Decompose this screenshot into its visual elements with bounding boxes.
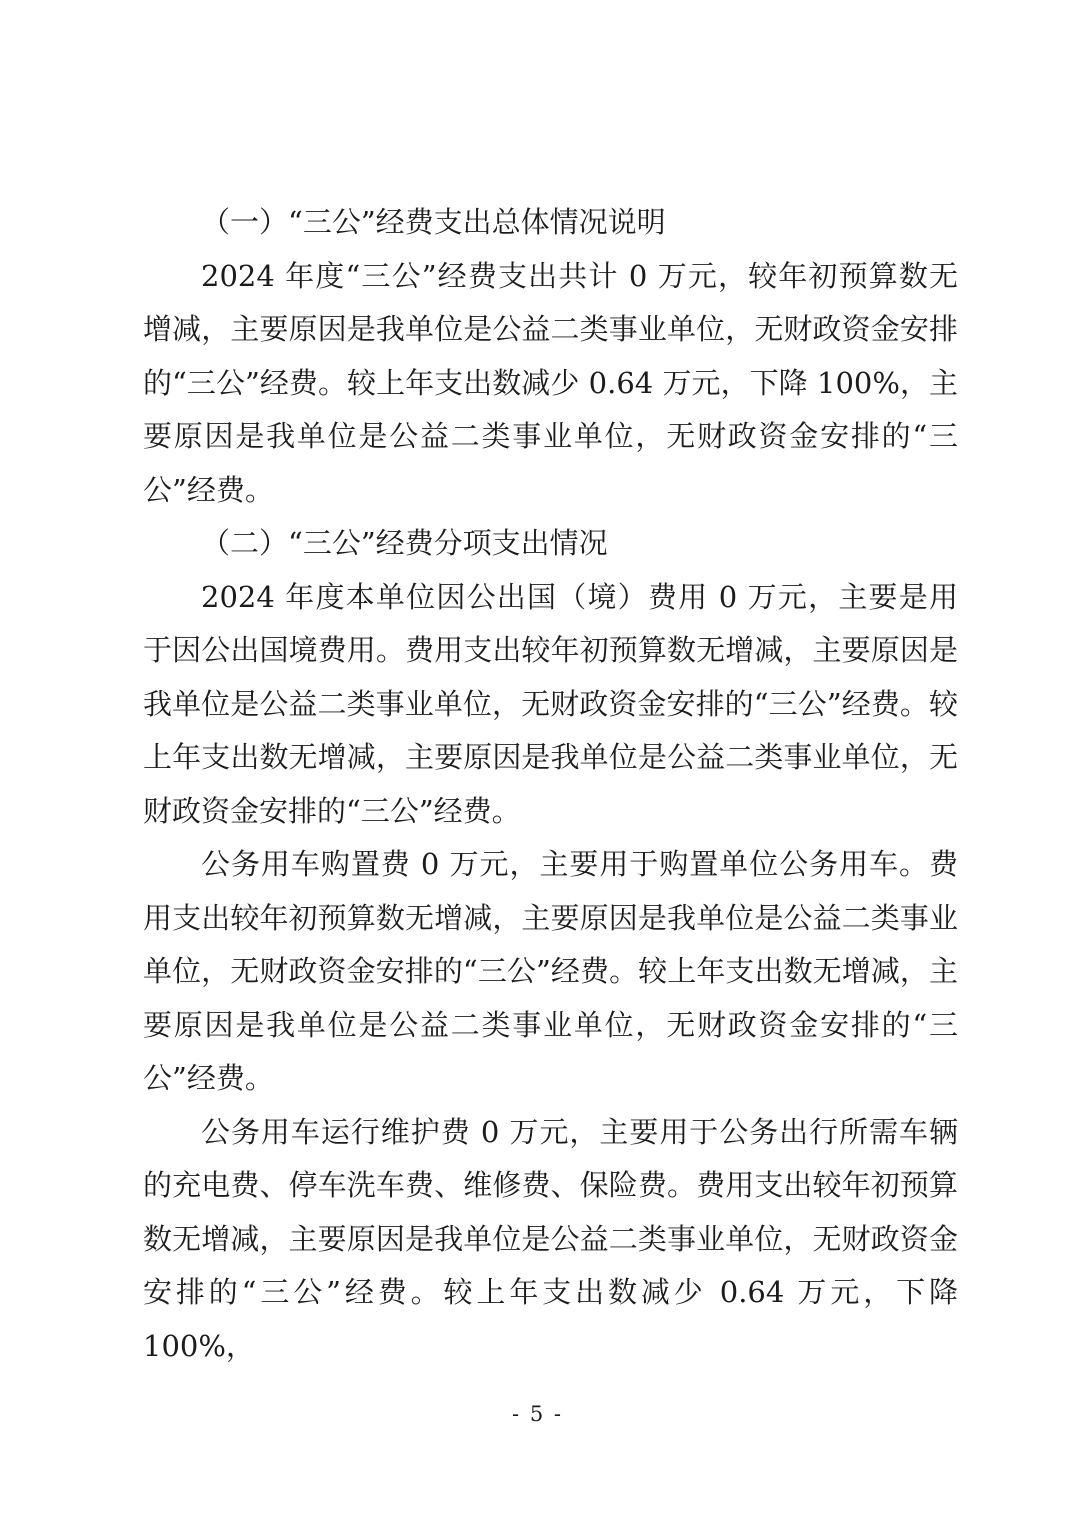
page-footer	[0, 1402, 1075, 1426]
page-number: - 5 -	[512, 1402, 563, 1426]
document-body	[143, 196, 958, 1373]
paragraph-vehicle-maintenance: 公务用车运行维护费 0 万元，主要用于公务出行所需车辆的充电费、停车洗车费、维修费、保险费。费用支出较年初预算数无增减，主要原因是我单位是公益二类事业单位，无财政资金安排的“三公”经费。较上年支出数减少 0.64 万元，下降 100%，	[143, 1114, 958, 1363]
section-heading-itemized: （二）“三公”经费分项支出情况	[201, 526, 608, 560]
paragraph-overseas-travel: 2024 年度本单位因公出国（境）费用 0 万元，主要是用于因公出国境费用。费用支出较年初预算数无增减，主要原因是我单位是公益二类事业单位，无财政资金安排的“三公”经费。较上年支出数无增减，主要原因是我单位是公益二类事业单位，无财政资金安排的“三公”经费。	[143, 579, 958, 828]
paragraph-overall-explanation: 2024 年度“三公”经费支出共计 0 万元，较年初预算数无增减，主要原因是我单位是公益二类事业单位，无财政资金安排的“三公”经费。较上年支出数减少 0.64 万元，下降 100%，主要原因是我单位是公益二类事业单位，无财政资金安排的“三公”经费。	[143, 258, 958, 507]
section-heading-overall: （一）“三公”经费支出总体情况说明	[201, 205, 666, 239]
paragraph-vehicle-purchase: 公务用车购置费 0 万元，主要用于购置单位公务用车。费用支出较年初预算数无增减，主要原因是我单位是公益二类事业单位，无财政资金安排的“三公”经费。较上年支出数无增减，主要原因是我单位是公益二类事业单位，无财政资金安排的“三公”经费。	[143, 847, 958, 1095]
